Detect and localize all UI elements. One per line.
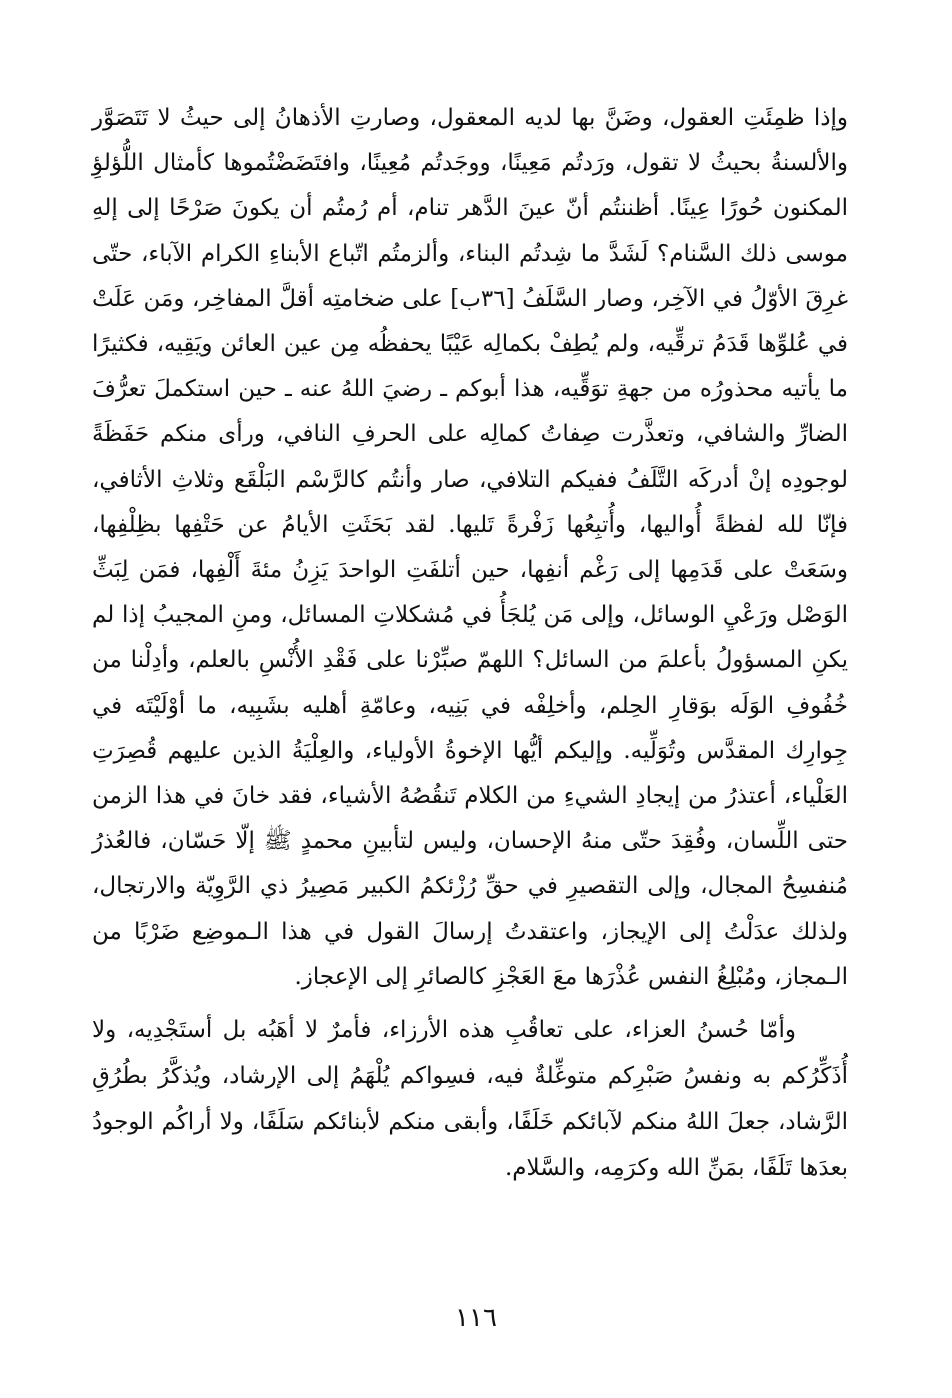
paragraph-2: وأمّا حُسنُ العزاء، على تعاقُبِ هذه الأرزاء، فأمرٌ لا أهَبُه بل أستَجْدِيه، ولا أُذَكِّرُكم به ونفسُ صَبْرِكم متوغِّلةٌ فيه، فسِواكم يُلْهَمُ إلى الإرشاد، ويُذكَّرُ بطُرُقِ الرَّشاد، جعلَ اللهُ منكم لآبائكم خَلَفًا، وأبقى منكم لأبنائكم سَلَفًا، ولا أراكُم الوجودُ بعدَها تَلَفًا، بمَنِّ الله وكرَمِه، والسَّلام. xyxy=(92,1017,848,1182)
paragraph-1: وإذا ظمِئَتِ العقول، وضَنَّ بها لديه المعقول، وصارتِ الأذهانُ إلى حيثُ لا تَتَصَوَّر والألسنةُ بحيثُ لا تقول، ورَدتُم مَعِينًا، ووجَدتُم مُعِينًا، وافتَضَضْتُموها كأمثال اللُّؤلؤِ المكنون حُورًا عِينًا. أظننتُم أنّ عينَ الدَّهر تنام، أم رُمتُم أن يكونَ صَرْحًا إلى إلهِ موسى ذلك السَّنام؟ لَشَدَّ ما شِدتُم البناء، وألزمتُم اتّباع الأبناءِ الكرام الآباء، حتّى غرِقَ الأوّلُ في الآخِر، وصار السَّلَفُ [٣٦ب] على ضخامتِه أقلَّ المفاخِر، ومَن عَلَتْ في عُلوِّها قَدَمُ ترقِّيه، ولم يُطِفْ بكمالِه عَيْبًا يحفظُه مِن عين العائن ويَقِيه، فكثيرًا ما يأتيه محذورُه من جهةِ توَقِّيه، هذا أبوكم ـ رضيَ اللهُ عنه ـ حين استكملَ تعرُّفَ الضارِّ والشافي، وتعذَّرت صِفاتُ كمالِه على الحرفِ النافي، ورأى منكم حَفَظَةً لوجودِه إنْ أدركَه التَّلَفُ ففيكم التلافي، صار وأنتُم كالرَّسْم البَلْقَع وثلاثِ الأثافي، فإنّا لله لفظةً أُواليها، وأُتبِعُها زَفْرةً تَليها. لقد بَحَثَتِ الأيامُ عن حَتْفِها بظِلْفِها، وسَعَتْ على قَدَمِها إلى رَغْم أنفِها، حين أتلفَتِ الواحدَ يَزِنُ مئةَ أَلْفِها، فمَن لِبَثِّ الوَصْل ورَعْيِ الوسائل، وإلى مَن يُلجَأُ في مُشكلاتِ المسائل، ومنِ المجيبُ إذا لم يكنِ المسؤولُ بأعلمَ من السائل؟ اللهمّ صبِّرْنا على فَقْدِ الأُنْسِ بالعلم، وأدِلْنا من خُفُوفِ الوَلَه بوَقارِ الحِلم، وأخلِفْه في بَنِيه، وعامّةِ أهليه بشَبِيه، ما أوْلَيْتَه في جِوارِك المقدَّس وتُوَلِّيه. وإليكم أيُّها الإخوةُ الأولياء، والعِلْيَةُ الذين عليهم قُصِرَتِ العَلْياء، أعتذرُ من إيجادِ الشيءِ من الكلام تَنقُصُهُ الأشياء، فقد خانَ في هذا الزمن حتى اللِّسان، وفُقِدَ حتّى منهُ الإحسان، وليس لتأبينِ محمدٍ ﷺ إلّا حَسّان، فالعُذرُ مُنفسِحُ المجال، وإلى التقصيرِ في حقِّ رُزْئكمُ الكبير مَصِيرُ ذي الرَّوِيّة والارتجال، ولذلك عدَلْتُ إلى الإيجاز، واعتقدتُ إرسالَ القول في هذا الـموضِع ضَرْبًا من الـمجاز، ومُبْلِغُ النفس عُذْرَها معَ العَجْزِ كالصائرِ إلى الإعجاز. xyxy=(92,105,849,990)
body-text xyxy=(92,96,848,1191)
page-number: ١١٦ xyxy=(455,1303,497,1333)
